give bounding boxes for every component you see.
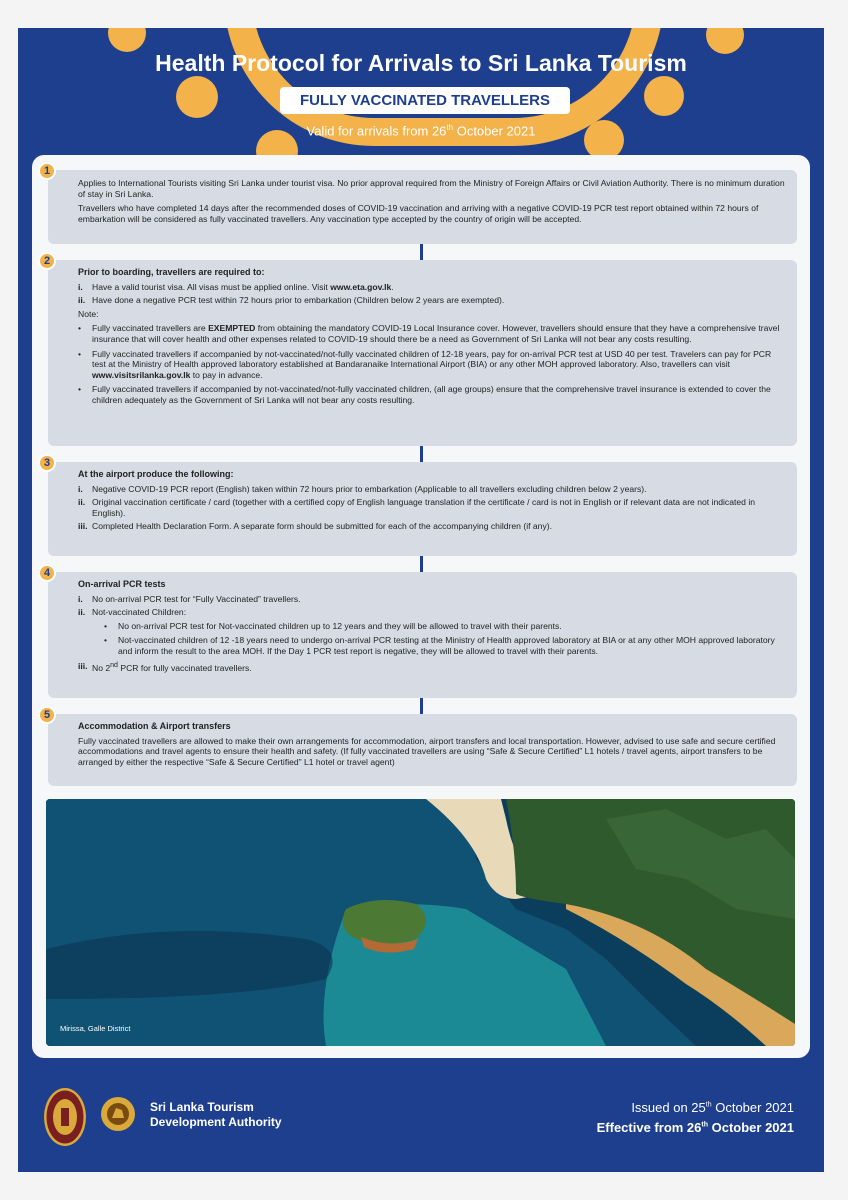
decorative-dot [108, 28, 146, 52]
section-connector [420, 556, 423, 572]
subtitle-badge: FULLY VACCINATED TRAVELLERS [280, 87, 570, 114]
section-number: 4 [38, 564, 56, 582]
section-number: 3 [38, 454, 56, 472]
section-number: 5 [38, 706, 56, 724]
effective-date: Effective from 26th October 2021 [596, 1120, 794, 1135]
bullet-item: • Not-vaccinated children of 12 -18 years need to undergo on-arrival PCR testing at the Ministry of Health approved laboratory at BIA or at any other MOH approved laboratory and inform the result to the area MOH. If the Day 1 PCR test report is negative, they will be allowed to travel with their parents. [104, 635, 775, 656]
photo-caption: Mirissa, Galle District [60, 1024, 131, 1033]
page-title: Health Protocol for Arrivals to Sri Lanka Tourism [155, 50, 687, 76]
section-5 [43, 709, 797, 786]
poster [18, 28, 824, 1172]
coastline-photo [46, 799, 795, 1046]
section-connector [420, 446, 423, 462]
section-text: Fully vaccinated travellers are allowed to make their own arrangements for accommodation, airport transfers and local transportation. However, advised to use safe and secure certified accommodations and travel agents to ensure their health and safety. (If fully vaccinated travellers are using “Safe & Secure Certified” L1 hotels / travel agents, airport transfers to be arranged by either the respective “Safe & Secure Certified” L1 hotel or travel agent) [78, 735, 776, 767]
section-1 [43, 165, 797, 244]
list-item: iii. No 2nd PCR for fully vaccinated travellers. [78, 660, 252, 673]
decorative-dot [644, 76, 684, 116]
list-item: iii. Completed Health Declaration Form. A separate form should be submitted for each of the accompanying children (if any). [78, 521, 552, 532]
section-heading: Accommodation & Airport transfers [78, 721, 231, 731]
decorative-dot [176, 76, 218, 118]
section-4 [43, 567, 797, 698]
section-text: Travellers who have completed 14 days after the recommended doses of COVID-19 vaccination and arriving with a negative COVID-19 PCR test report obtained within 72 hours of embarkation will be considered as fully vaccinated travellers. Any vaccination type accepted by the country of origin will be accepted. [78, 203, 759, 224]
aerial-coast-illustration [46, 799, 795, 1046]
section-2 [43, 255, 797, 446]
eta-link[interactable]: www.eta.gov.lk [330, 281, 392, 292]
bullet-item: • Fully vaccinated travellers are EXEMPTED from obtaining the mandatory COVID-19 Local Insurance cover. However, travellers should ensure that they have a comprehensive travel insurance that will cover health and other expenses related to COVID-19 should there be a need as Government of Sri Lanka will not bear any costs resulting. [78, 323, 780, 344]
issued-date: Issued on 25th October 2021 [631, 1100, 794, 1115]
list-item: i. No on-arrival PCR test for “Fully Vaccinated” travellers. [78, 593, 301, 604]
section-number: 1 [38, 162, 56, 180]
section-number: 2 [38, 252, 56, 270]
list-item: ii. Not-vaccinated Children: [78, 607, 187, 618]
sltda-logo-icon [100, 1096, 136, 1132]
list-item: i. Have a valid tourist visa. All visas must be applied online. Visit www.eta.gov.lk. [78, 281, 394, 292]
section-text: Applies to International Tourists visiting Sri Lanka under tourist visa. No prior approval required from the Ministry of Foreign Affairs or Civil Aviation Authority. There is no minimum duration of stay in Sri Lanka. [78, 178, 785, 199]
section-connector [420, 244, 423, 260]
list-item: ii. Have done a negative PCR test within 72 hours prior to embarkation (Children below 2 years are exempted). [78, 295, 505, 306]
bullet-item: • Fully vaccinated travellers if accompanied by not-vaccinated/not-fully vaccinated children, (all age groups) ensure that the comprehensive travel insurance is extended to cover the children adequately as the Government of Sri Lanka will not bear any costs resulting. [78, 384, 771, 405]
section-connector [420, 698, 423, 714]
content-card [32, 155, 810, 1058]
list-item: ii. Original vaccination certificate / card (together with a certified copy of English language translation if the certificate / card is not in English or if relevant data are not indicated in English). [78, 497, 756, 518]
valid-from-text: Valid for arrivals from 26th October 2021 [306, 123, 536, 139]
section-heading: Prior to boarding, travellers are required to: [78, 267, 265, 277]
note-label: Note: [78, 308, 99, 319]
section-heading: At the airport produce the following: [78, 469, 234, 479]
visitsrilanka-link[interactable]: www.visitsrilanka.gov.lk [92, 369, 191, 380]
list-item: i. Negative COVID-19 PCR report (English) taken within 72 hours prior to embarkation (Applicable to all travellers excluding children below 2 years). [78, 483, 647, 494]
bullet-item: • No on-arrival PCR test for Not-vaccinated children up to 12 years and they will be allowed to travel with their parents. [104, 620, 562, 631]
government-emblem-icon [44, 1088, 86, 1146]
bullet-item: • Fully vaccinated travellers if accompanied by not-vaccinated/not-fully vaccinated children of 12-18 years, pay for on-arrival PCR test at USD 40 per test. Travelers can pay for PCR test at the Ministry of Health approved laboratory established at Bandaranaike International Airport (BIA) or any other MOH approved laboratory. Also, travellers can visit www.visitsrilanka.gov.lk to pay in advance. [78, 348, 772, 380]
section-heading: On-arrival PCR tests [78, 579, 166, 589]
organisation-name: Sri Lanka Tourism Development Authority [150, 1100, 282, 1129]
section-3 [43, 457, 797, 556]
